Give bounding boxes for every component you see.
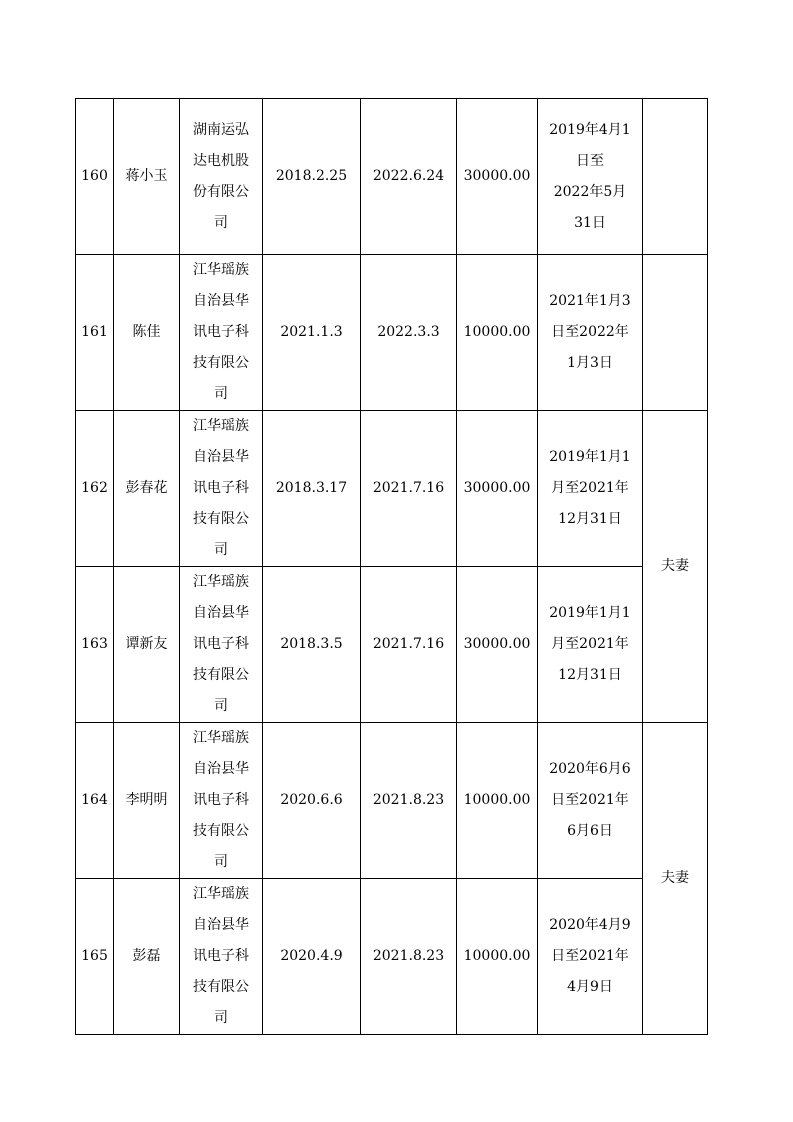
- company-line: 技有限公: [193, 979, 249, 995]
- company-line: 技有限公: [193, 823, 249, 839]
- table-body: [76, 99, 708, 1035]
- start-date-cell: 2018.3.17: [263, 411, 361, 567]
- relationship-note-cell: 夫妻: [643, 411, 708, 723]
- name-cell: 蒋小玉: [114, 99, 180, 255]
- period-line: 12月31日: [558, 511, 622, 527]
- relationship-note-cell: 夫妻: [643, 723, 708, 1035]
- company-line: 湖南运弘: [193, 121, 249, 138]
- period-line: 日至2021年: [551, 948, 629, 964]
- period-line: 12月31日: [558, 667, 622, 683]
- period-cell: [538, 411, 643, 567]
- company-cell: [180, 723, 263, 879]
- end-date-cell: 2021.7.16: [361, 411, 457, 567]
- company-cell: [180, 879, 263, 1035]
- company-line: 江华瑶族: [193, 574, 249, 590]
- company-line: 司: [214, 386, 228, 402]
- period-cell: [538, 99, 643, 255]
- company-line: 讯电子科: [193, 792, 249, 808]
- row-number-cell: 162: [76, 411, 114, 567]
- row-number-cell: 164: [76, 723, 114, 879]
- name-cell: 谭新友: [114, 567, 180, 723]
- end-date-cell: 2022.3.3: [361, 255, 457, 411]
- period-line: 日至2021年: [551, 792, 629, 808]
- period-line: 2019年1月1: [549, 605, 631, 621]
- row-number-cell: 163: [76, 567, 114, 723]
- amount-cell: 30000.00: [457, 567, 538, 723]
- note-cell: [643, 99, 708, 255]
- record-table: [75, 98, 708, 1035]
- end-date-cell: 2021.7.16: [361, 567, 457, 723]
- name-cell: 陈佳: [114, 255, 180, 411]
- note-cell: [643, 255, 708, 411]
- period-line: 2022年5月: [553, 183, 627, 200]
- end-date-cell: 2022.6.24: [361, 99, 457, 255]
- period-line: 日至: [576, 152, 604, 169]
- start-date-cell: 2018.3.5: [263, 567, 361, 723]
- row-number-cell: 161: [76, 255, 114, 411]
- company-line: 江华瑶族: [193, 262, 249, 278]
- period-cell: [538, 567, 643, 723]
- table-row: [76, 99, 708, 255]
- company-line: 司: [214, 1010, 228, 1026]
- name-cell: 彭春花: [114, 411, 180, 567]
- period-line: 2019年1月1: [549, 449, 631, 465]
- company-line: 讯电子科: [193, 324, 249, 340]
- period-line: 月至2021年: [551, 480, 629, 496]
- company-line: 司: [214, 542, 228, 558]
- company-cell: [180, 99, 263, 255]
- period-line: 1月3日: [567, 355, 613, 371]
- company-line: 自治县华: [193, 917, 249, 933]
- period-cell: [538, 879, 643, 1035]
- company-line: 司: [214, 214, 228, 231]
- amount-cell: 10000.00: [457, 255, 538, 411]
- period-line: 2020年6月6: [549, 761, 631, 777]
- table-row: [76, 723, 708, 879]
- end-date-cell: 2021.8.23: [361, 879, 457, 1035]
- company-line: 自治县华: [193, 605, 249, 621]
- company-line: 江华瑶族: [193, 730, 249, 746]
- amount-cell: 30000.00: [457, 411, 538, 567]
- company-line: 自治县华: [193, 761, 249, 777]
- period-line: 2020年4月9: [549, 917, 631, 933]
- period-cell: [538, 255, 643, 411]
- company-line: 技有限公: [193, 511, 249, 527]
- amount-cell: 10000.00: [457, 723, 538, 879]
- row-number-cell: 165: [76, 879, 114, 1035]
- company-line: 讯电子科: [193, 636, 249, 652]
- company-line: 讯电子科: [193, 948, 249, 964]
- company-line: 司: [214, 854, 228, 870]
- period-line: 6月6日: [567, 823, 613, 839]
- company-line: 自治县华: [193, 293, 249, 309]
- company-line: 技有限公: [193, 667, 249, 683]
- amount-cell: 10000.00: [457, 879, 538, 1035]
- company-line: 技有限公: [193, 355, 249, 371]
- company-line: 自治县华: [193, 449, 249, 465]
- company-line: 达电机股: [193, 152, 249, 169]
- start-date-cell: 2020.6.6: [263, 723, 361, 879]
- start-date-cell: 2021.1.3: [263, 255, 361, 411]
- period-cell: [538, 723, 643, 879]
- period-line: 31日: [574, 214, 606, 231]
- company-line: 讯电子科: [193, 480, 249, 496]
- end-date-cell: 2021.8.23: [361, 723, 457, 879]
- company-line: 司: [214, 698, 228, 714]
- start-date-cell: 2018.2.25: [263, 99, 361, 255]
- table-row: [76, 567, 708, 723]
- period-line: 月至2021年: [551, 636, 629, 652]
- company-line: 江华瑶族: [193, 418, 249, 434]
- name-cell: 李明明: [114, 723, 180, 879]
- amount-cell: 30000.00: [457, 99, 538, 255]
- company-cell: [180, 255, 263, 411]
- table-row: [76, 879, 708, 1035]
- table-row: [76, 255, 708, 411]
- company-line: 份有限公: [193, 183, 249, 200]
- period-line: 2019年4月1: [549, 121, 631, 138]
- table-row: [76, 411, 708, 567]
- period-line: 4月9日: [567, 979, 613, 995]
- company-cell: [180, 411, 263, 567]
- period-line: 日至2022年: [551, 324, 629, 340]
- row-number-cell: 160: [76, 99, 114, 255]
- company-line: 江华瑶族: [193, 886, 249, 902]
- period-line: 2021年1月3: [549, 293, 631, 309]
- start-date-cell: 2020.4.9: [263, 879, 361, 1035]
- name-cell: 彭磊: [114, 879, 180, 1035]
- company-cell: [180, 567, 263, 723]
